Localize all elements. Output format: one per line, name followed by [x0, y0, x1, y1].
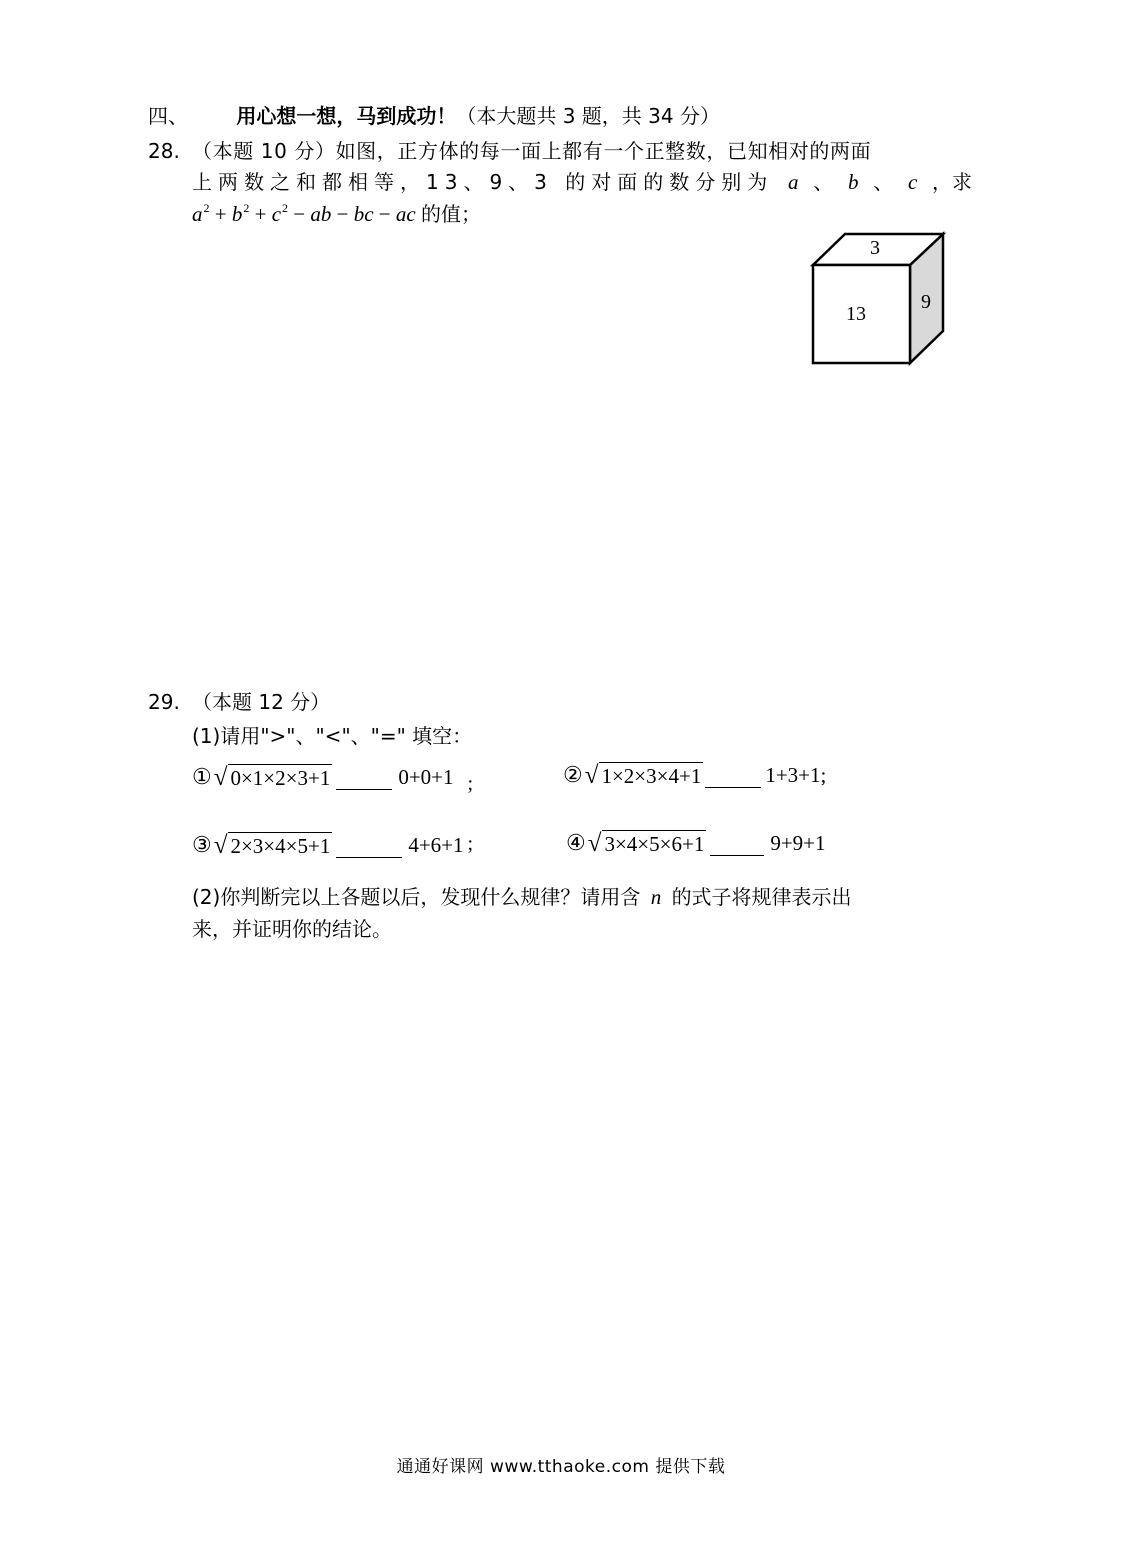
- q29-number: 29.: [148, 690, 180, 714]
- q28-line2-end: ，求: [932, 170, 972, 194]
- exponent: 2: [243, 201, 250, 215]
- q28-line2-text: 上两数之和都相等，13、9、3 的对面的数分别为: [192, 170, 774, 194]
- expr-a: a: [192, 202, 203, 226]
- separator: 、: [873, 170, 894, 194]
- q29-part1: (1)请用">"、"<"、"=" 填空：: [192, 724, 473, 748]
- plus-sign: +: [214, 202, 227, 226]
- cube-right-label: 9: [921, 291, 931, 313]
- separator: ;: [467, 773, 474, 795]
- q28-line1: （本题 10 分）如图，正方体的每一面上都有一个正整数，已知相对的两面: [192, 139, 872, 163]
- q29-item-4: [566, 830, 826, 856]
- answer-blank[interactable]: [336, 839, 402, 858]
- q29-item-2: [563, 762, 826, 788]
- rhs-expression: 0+0+1: [398, 765, 454, 789]
- cube-figure: [805, 228, 950, 370]
- radicand: 1×2×3×4+1: [601, 764, 702, 788]
- radicand: 0×1×2×3+1: [230, 766, 331, 790]
- exponent: 2: [203, 201, 210, 215]
- cube-front-label: 13: [846, 303, 866, 325]
- minus-sign: −: [378, 202, 391, 226]
- answer-blank[interactable]: [705, 769, 761, 788]
- page-footer: 通通好课网 www.tthaoke.com 提供下载: [396, 1457, 726, 1477]
- exponent: 2: [282, 201, 289, 215]
- var-n: n: [650, 885, 662, 909]
- section-title: 用心想一想，马到成功！: [236, 104, 457, 128]
- answer-blank[interactable]: [710, 837, 764, 856]
- square-root: √ 2×3×4×5+1: [213, 832, 331, 859]
- item-marker: ④: [566, 830, 586, 855]
- rhs-expression: 4+6+1: [408, 833, 464, 857]
- q29-part2-line1: [192, 883, 852, 911]
- var-b: b: [847, 170, 859, 194]
- q29-part2-text-b: 的式子将规律表示出: [671, 885, 852, 909]
- radicand: 2×3×4×5+1: [230, 834, 331, 858]
- q28-expression: [192, 200, 481, 228]
- expr-bc: bc: [353, 202, 374, 226]
- cube-top-label: 3: [870, 237, 880, 259]
- var-a: a: [788, 170, 799, 194]
- q28-number: 28.: [148, 139, 180, 163]
- expr-tail: 的值；: [420, 202, 481, 226]
- section-heading: [148, 102, 720, 130]
- q29-header: （本题 12 分）: [192, 690, 331, 714]
- q28-line2: [192, 168, 972, 196]
- q29-part2-line2: 来，并证明你的结论。: [192, 917, 392, 941]
- plus-sign: +: [254, 202, 267, 226]
- separator: 、: [813, 170, 834, 194]
- square-root: √ 3×4×5×6+1: [587, 830, 705, 857]
- q29-item-3: [192, 830, 473, 858]
- item-marker: ③: [192, 832, 212, 857]
- rhs-expression: 1+3+1;: [765, 763, 827, 787]
- minus-sign: −: [336, 202, 349, 226]
- var-c: c: [907, 170, 918, 194]
- radicand: 3×4×5×6+1: [604, 832, 705, 856]
- item-marker: ①: [192, 764, 212, 789]
- q29-part2-text-a: (2)你判断完以上各题以后，发现什么规律？请用含: [192, 885, 641, 909]
- expr-ab: ab: [310, 202, 332, 226]
- square-root: √ 0×1×2×3+1: [213, 764, 331, 791]
- section-number: 四、: [148, 104, 188, 128]
- expr-c: c: [271, 202, 282, 226]
- q29-item-1: [192, 762, 474, 795]
- expr-b: b: [231, 202, 243, 226]
- rhs-expression: 9+9+1: [770, 831, 826, 855]
- square-root: √ 1×2×3×4+1: [584, 762, 702, 789]
- minus-sign: −: [293, 202, 306, 226]
- section-note: （本大题共 3 题，共 34 分）: [456, 104, 720, 128]
- separator: ;: [467, 833, 474, 855]
- expr-ac: ac: [395, 202, 416, 226]
- answer-blank[interactable]: [336, 771, 392, 790]
- item-marker: ②: [563, 762, 583, 787]
